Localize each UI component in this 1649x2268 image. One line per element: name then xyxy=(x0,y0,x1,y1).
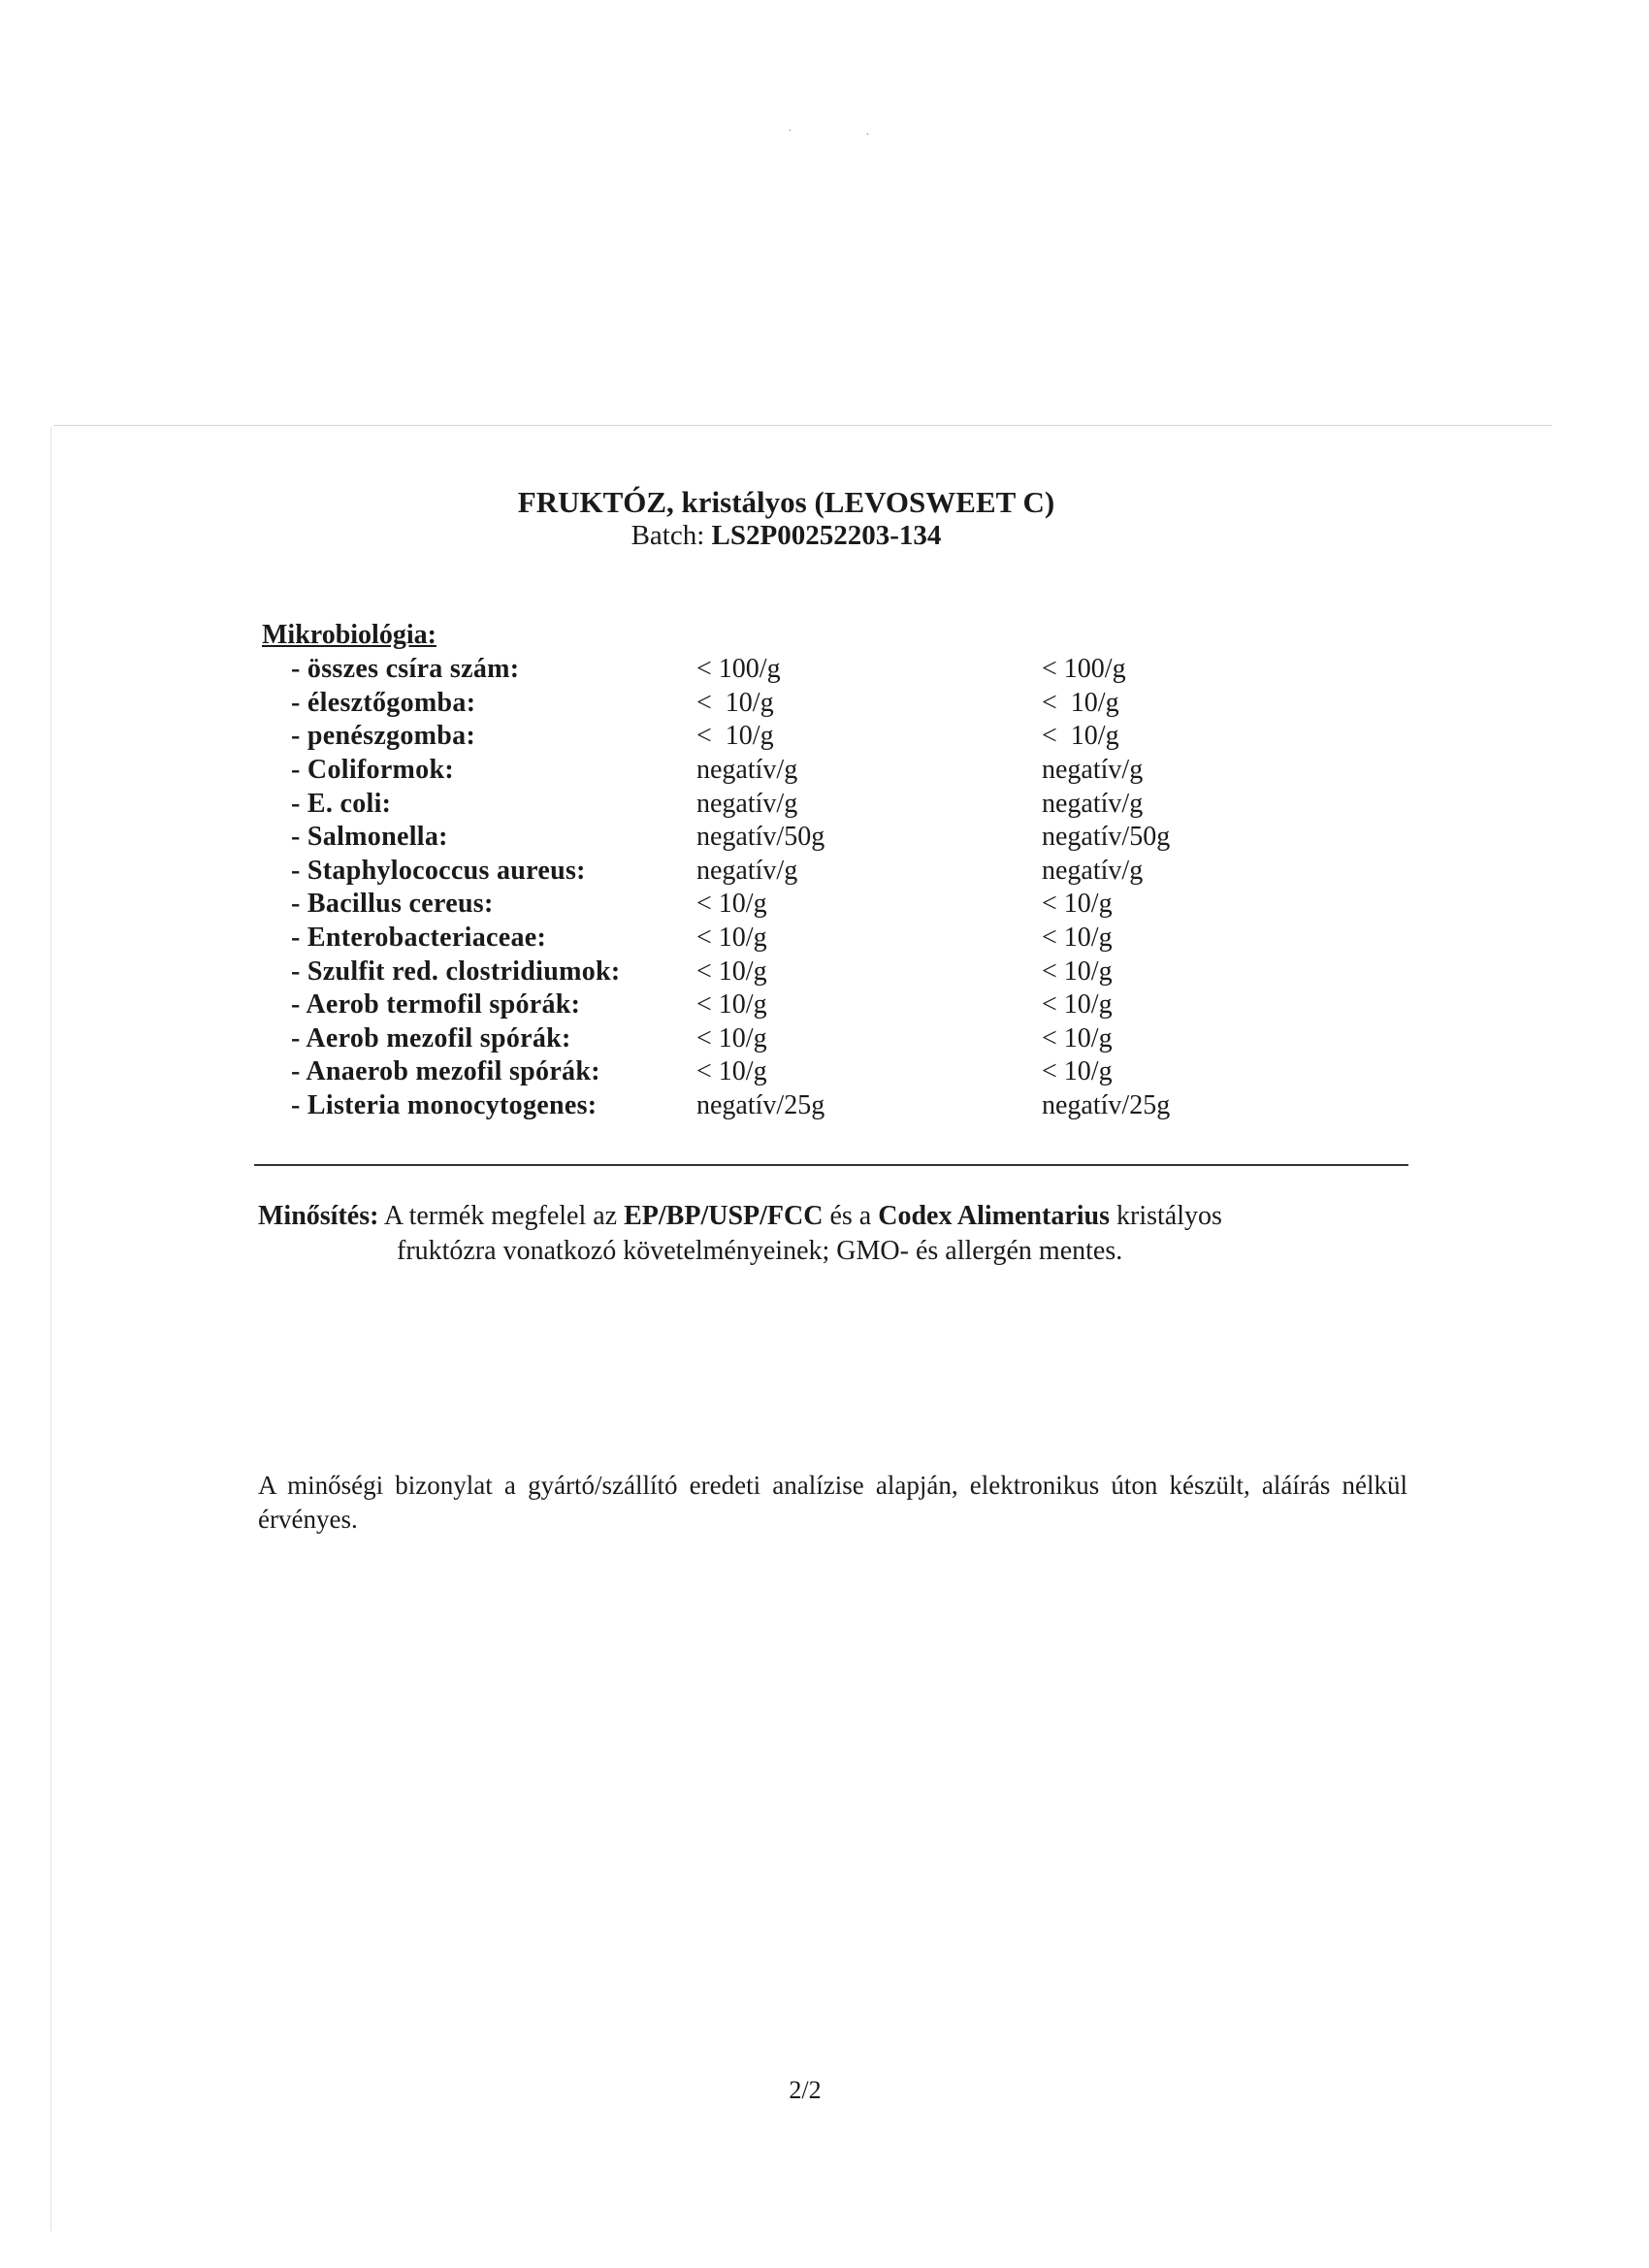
table-row xyxy=(291,754,1261,788)
result-value-1: < 10/g xyxy=(696,889,767,920)
table-row xyxy=(291,888,1261,922)
parameter-name: - penészgomba: xyxy=(291,721,476,752)
result-value-2: < 10/g xyxy=(1042,721,1119,752)
table-row xyxy=(291,1022,1261,1056)
batch-line xyxy=(0,518,1572,553)
rating-line-2: fruktózra vonatkozó követelményeinek; GMO- és allergén mentes. xyxy=(397,1236,1123,1266)
result-value-1: < 10/g xyxy=(696,687,774,718)
document-title: FRUKTÓZ, kristályos (LEVOSWEET C) xyxy=(517,485,1055,519)
result-value-2: < 100/g xyxy=(1042,654,1126,685)
result-value-1: negatív/g xyxy=(696,755,798,786)
microbiology-heading: Mikrobiológia: xyxy=(262,620,436,650)
result-value-1: < 10/g xyxy=(696,956,767,987)
result-value-2: < 10/g xyxy=(1042,1022,1113,1053)
scan-left-edge xyxy=(50,427,51,2231)
result-value-2: < 10/g xyxy=(1042,1056,1113,1087)
parameter-name: - Listeria monocytogenes: xyxy=(291,1090,598,1121)
result-value-1: negatív/50g xyxy=(696,822,825,853)
table-row xyxy=(291,855,1261,889)
validity-footnote: A minőségi bizonylat a gyártó/szállító eredeti analízise alapján, elektronikus úton készült, aláírás nélkül érvényes. xyxy=(258,1471,1407,1534)
result-value-2: < 10/g xyxy=(1042,989,1113,1021)
result-value-2: < 10/g xyxy=(1042,687,1119,718)
table-row xyxy=(291,720,1261,754)
rating-text-b: és a xyxy=(823,1201,879,1231)
parameter-name: - Enterobacteriaceae: xyxy=(291,923,547,954)
rating-codex: Codex Alimentarius xyxy=(878,1201,1110,1231)
table-row xyxy=(291,955,1261,988)
result-value-2: < 10/g xyxy=(1042,889,1113,920)
page-number: 2/2 xyxy=(789,2076,822,2104)
parameter-name: - Aerob mezofil spórák: xyxy=(291,1022,571,1053)
result-value-1: negatív/g xyxy=(696,855,798,886)
result-value-2: negatív/25g xyxy=(1042,1090,1171,1121)
result-value-1: < 10/g xyxy=(696,1022,767,1053)
result-value-2: negatív/g xyxy=(1042,855,1144,886)
result-value-1: < 10/g xyxy=(696,721,774,752)
parameter-name: - Szulfit red. clostridiumok: xyxy=(291,956,621,987)
result-value-2: < 10/g xyxy=(1042,956,1113,987)
rating-text-c: kristályos xyxy=(1110,1201,1222,1231)
result-value-1: < 100/g xyxy=(696,654,781,685)
parameter-name: - élesztőgomba: xyxy=(291,687,476,718)
parameter-name: - Staphylococcus aureus: xyxy=(291,855,586,886)
table-row xyxy=(291,653,1261,687)
section-divider xyxy=(254,1164,1408,1166)
parameter-name: - Anaerob mezofil spórák: xyxy=(291,1056,600,1087)
table-row xyxy=(291,821,1261,855)
result-value-1: < 10/g xyxy=(696,989,767,1021)
table-row xyxy=(291,1055,1261,1089)
table-row xyxy=(291,787,1261,821)
table-row xyxy=(291,687,1261,721)
rating-statement xyxy=(258,1199,1407,1234)
result-value-1: negatív/25g xyxy=(696,1090,825,1121)
table-row xyxy=(291,988,1261,1022)
result-value-1: negatív/g xyxy=(696,788,798,819)
result-value-2: < 10/g xyxy=(1042,923,1113,954)
batch-label: Batch: xyxy=(630,520,705,551)
parameter-name: - Aerob termofil spórák: xyxy=(291,989,581,1021)
parameter-name: - Coliformok: xyxy=(291,755,454,786)
parameter-name: - összes csíra szám: xyxy=(291,654,520,685)
scan-edge-line xyxy=(53,425,1552,426)
parameter-name: - Bacillus cereus: xyxy=(291,889,494,920)
batch-value: LS2P00252203-134 xyxy=(711,520,942,551)
microbiology-table xyxy=(291,653,1261,1122)
table-row xyxy=(291,1089,1261,1123)
result-value-2: negatív/g xyxy=(1042,755,1144,786)
rating-standard: EP/BP/USP/FCC xyxy=(624,1201,824,1231)
parameter-name: - E. coli: xyxy=(291,788,392,819)
result-value-2: negatív/g xyxy=(1042,788,1144,819)
scan-speck: · xyxy=(788,124,792,139)
rating-label: Minősítés: xyxy=(258,1201,379,1231)
parameter-name: - Salmonella: xyxy=(291,822,448,853)
table-row xyxy=(291,922,1261,956)
result-value-2: negatív/50g xyxy=(1042,822,1171,853)
rating-text-a: A termék megfelel az xyxy=(378,1201,625,1231)
result-value-1: < 10/g xyxy=(696,1056,767,1087)
result-value-1: < 10/g xyxy=(696,923,767,954)
scan-speck: · xyxy=(865,128,870,143)
